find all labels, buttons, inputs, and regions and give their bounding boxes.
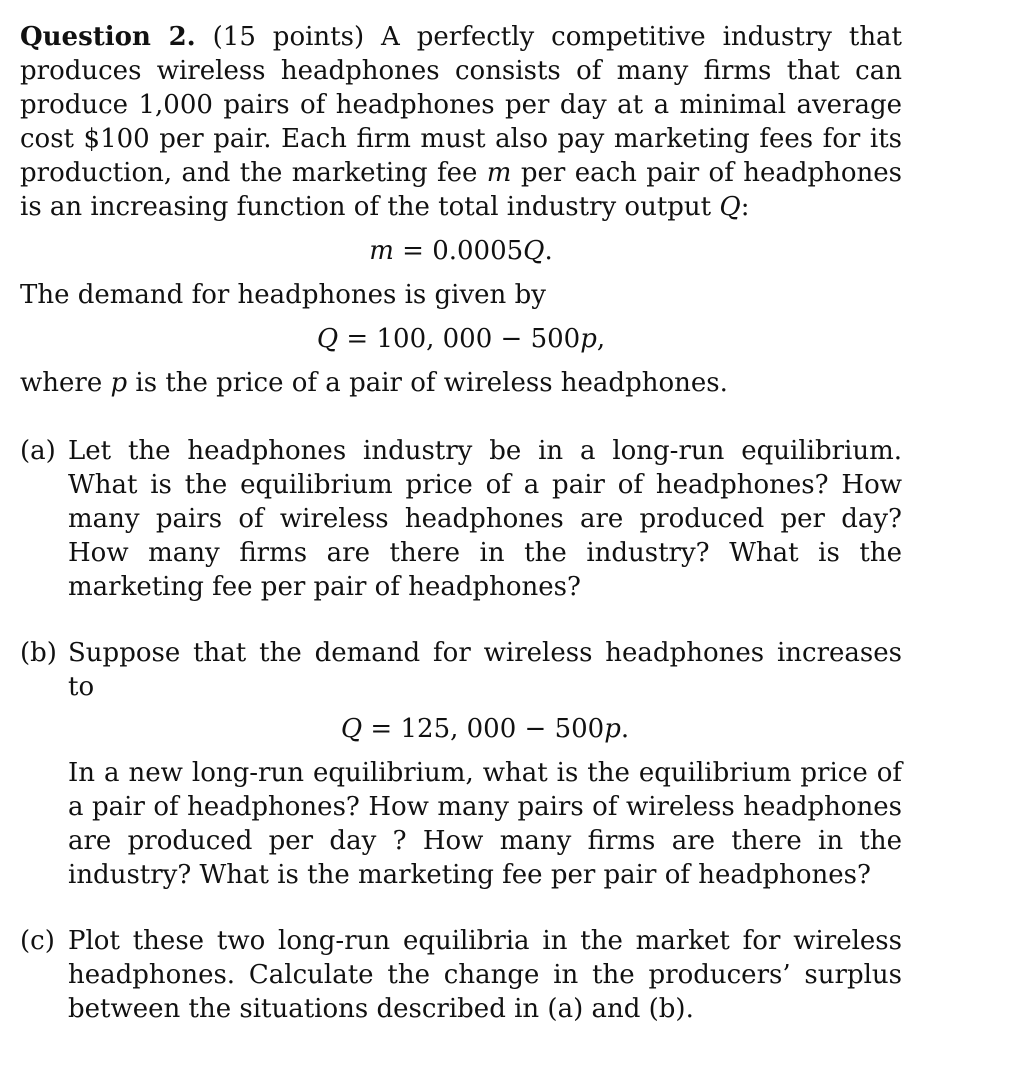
part-b-text: Suppose that the demand for wireless headphones increases to [68,638,902,702]
demand-intro: The demand for headphones is given by [20,280,546,310]
question-intro [20,20,902,224]
part-a-text: Let the headphones industry be in a long-run equilibrium. What is the equilibrium price of a pair of headphones? How many pairs of wireless headphones are produced per day? How many firms are there in the industry? What is the marketing fee per pair of headphones? [68,436,902,602]
intro-var-m: m [486,158,512,188]
intro-var-q: Q [719,192,741,222]
part-a [20,434,902,604]
eq2-rhs: = 100, 000 − 500 [338,324,581,354]
where-line [20,366,902,400]
eq1-var: Q [523,236,545,266]
equation-demand [20,322,902,356]
eq3-var: p [604,714,621,744]
equation-new-demand [68,712,902,746]
part-b [20,636,902,892]
question-parts [20,434,902,1026]
question-document [20,20,902,1058]
question-title: Question 2. [20,22,196,52]
part-c-text: Plot these two long-run equilibria in the market for wireless headphones. Calculate the change in the producers’ surplus between the situations described in (a) and (b). [68,926,902,1024]
eq2-lhs: Q [316,324,339,354]
where-pre: where [20,368,103,398]
eq2-end: , [596,324,606,354]
part-c [20,924,902,1026]
eq3-end: . [620,714,630,744]
equation-marketing-fee [20,234,902,268]
eq1-lhs: m [369,236,394,266]
eq3-lhs: Q [340,714,363,744]
part-b-text2: In a new long-run equilibrium, what is the equilibrium price of a pair of headphones? How many pairs of wireless headphones are produced per day ? How many firms are there in the industry? What is the marketing fee per pair of headphones? [68,758,902,890]
where-post: is the price of a pair of wireless headphones. [135,368,728,398]
part-c-label: (c) [20,926,55,956]
intro-text-end: : [740,192,750,222]
eq2-var: p [580,324,597,354]
where-var: p [110,368,128,398]
intro-text: A perfectly competitive industry that produces wireless headphones consists of many firms that can produce 1,000 pairs of headphones per day at a minimal average cost $100 per pair. Each firm must also pay marketing fees for its production, and the marketing fee [20,22,903,188]
part-a-label: (a) [20,436,56,466]
question-points: (15 points) [212,22,365,52]
intro-text-mid: per each pair of headphones is an increasing function of the total industry output [20,158,903,222]
part-b-label: (b) [20,638,57,668]
eq3-rhs: = 125, 000 − 500 [362,714,605,744]
eq1-end: . [544,236,553,266]
eq1-rhs: = 0.0005 [393,236,524,266]
